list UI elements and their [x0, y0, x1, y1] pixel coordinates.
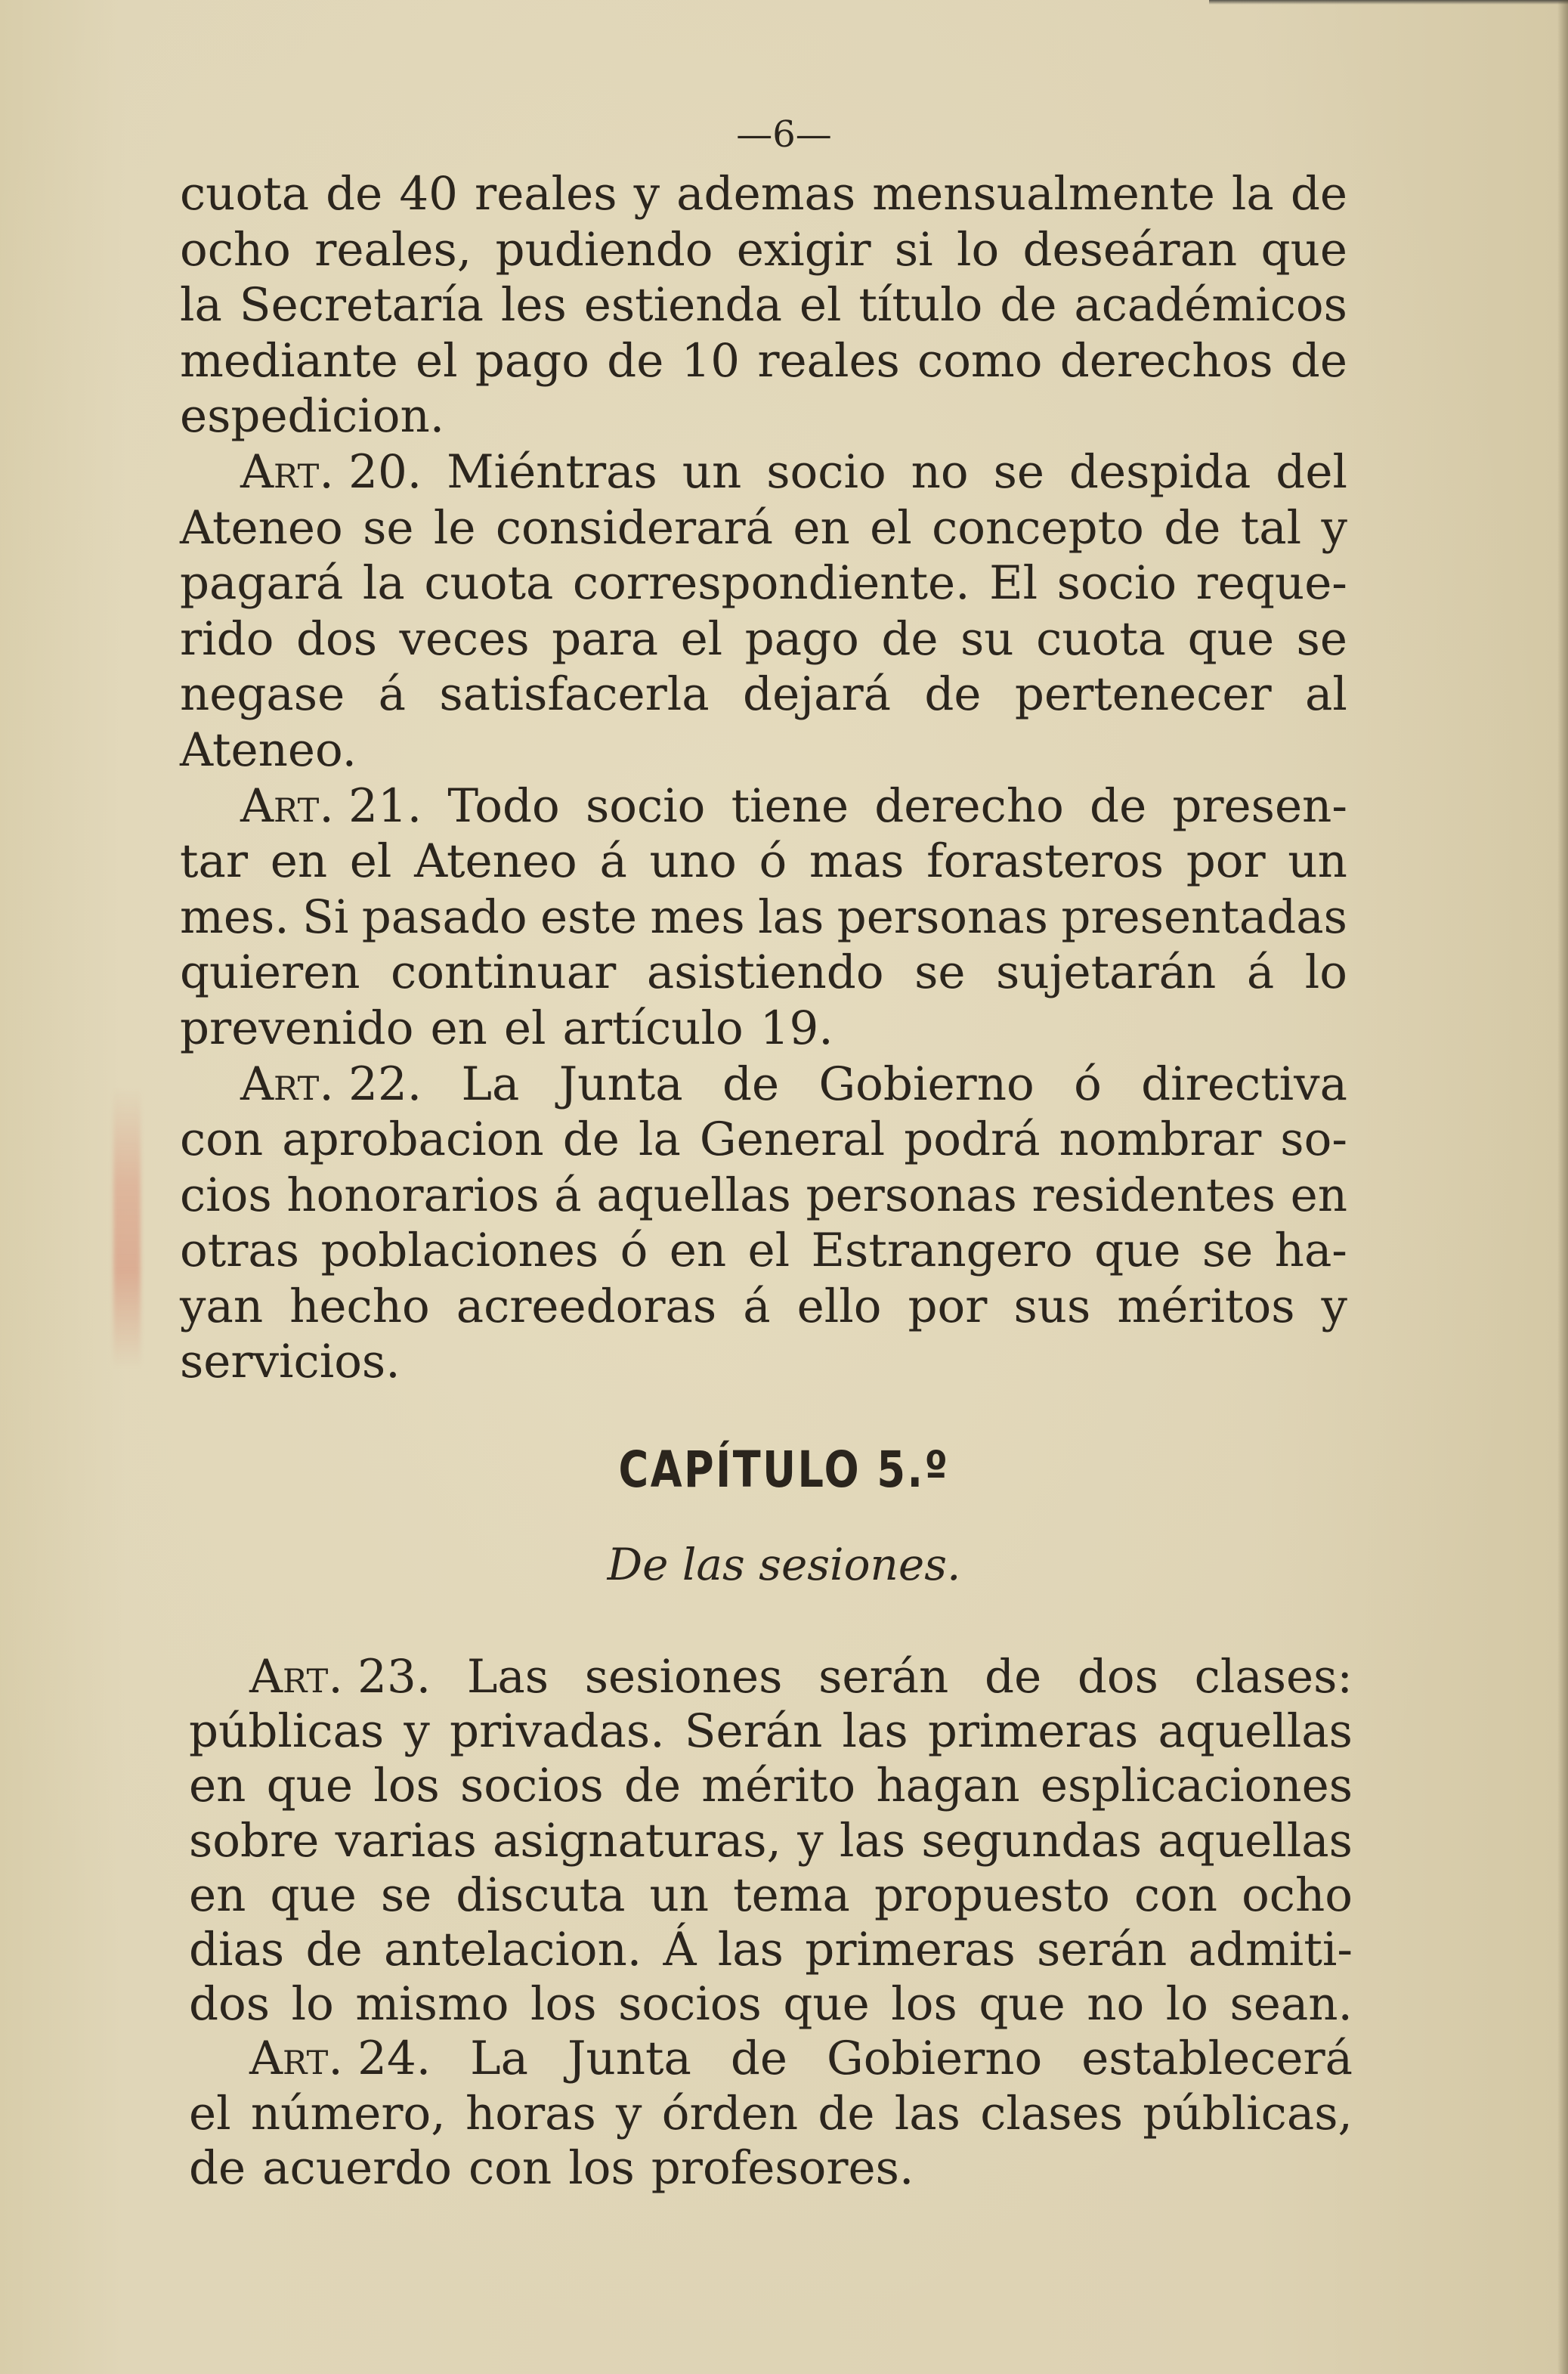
word: le — [433, 500, 476, 555]
word: estienda — [583, 278, 782, 333]
word: mismo — [355, 1977, 509, 2032]
word: Á — [663, 1922, 697, 1976]
word: un — [682, 444, 742, 499]
word: el — [415, 333, 458, 388]
word: tiene — [731, 778, 849, 833]
word: personas — [837, 890, 1048, 944]
word: y — [616, 2086, 642, 2140]
word: General — [699, 1113, 886, 1167]
word: serán — [1037, 1922, 1167, 1976]
word: propuesto — [874, 1868, 1110, 1922]
word: derecho — [874, 778, 1064, 833]
word: que — [266, 1759, 354, 1813]
word: Secretaría — [239, 278, 484, 333]
text-line — [189, 2032, 1353, 2086]
word: título — [858, 278, 983, 333]
word: La — [461, 1057, 520, 1111]
word: pago — [475, 333, 589, 388]
word: las — [717, 1922, 784, 1976]
word: las — [894, 2086, 960, 2140]
word: establecerá — [1081, 2032, 1353, 2086]
word: ó — [620, 1224, 648, 1278]
word: correspondiente. — [572, 556, 970, 611]
word: continuar — [391, 946, 617, 1000]
word: los — [891, 1977, 957, 2032]
text-line — [180, 1112, 1347, 1168]
word: 19. — [759, 1001, 833, 1055]
word: de — [623, 1759, 682, 1813]
word: tal — [1240, 500, 1302, 555]
word: yan — [180, 1279, 264, 1333]
text-line — [180, 834, 1347, 890]
article-label: Art. 22. — [240, 1057, 422, 1111]
word: pasado — [361, 890, 527, 944]
word: públicas — [189, 1704, 385, 1759]
word: sus — [1013, 1279, 1091, 1333]
word: satisfacerla — [439, 667, 710, 722]
word: exigir — [736, 222, 871, 277]
word: prevenido — [180, 1001, 414, 1055]
word: otras — [180, 1224, 300, 1278]
word: honorarios — [286, 1168, 540, 1222]
word: socio — [585, 778, 706, 833]
text-line — [189, 1650, 1353, 1704]
word: varias — [335, 1813, 477, 1868]
word: se — [993, 444, 1044, 499]
word: con — [180, 1113, 264, 1167]
word: de — [1290, 333, 1347, 388]
word: dos — [189, 1977, 271, 2032]
word: pago — [744, 611, 859, 666]
word: reales — [757, 333, 900, 388]
word: que — [1260, 222, 1347, 277]
word: dejará — [743, 667, 891, 722]
word: al — [1305, 667, 1347, 722]
word: primeras — [927, 1704, 1139, 1759]
text-line — [180, 1223, 1347, 1279]
word: este — [540, 890, 638, 944]
word: las — [842, 1704, 908, 1759]
word: de — [1290, 167, 1347, 221]
word: dos — [1077, 1650, 1158, 1704]
text-line — [180, 166, 1347, 222]
word: directiva — [1141, 1057, 1347, 1111]
word: su — [960, 611, 1014, 666]
text-line — [189, 2141, 1353, 2196]
word: las — [758, 890, 824, 944]
word: socio — [766, 444, 886, 499]
article-label: Art. 20. — [240, 444, 422, 499]
word: cios — [180, 1168, 272, 1222]
word: reque- — [1195, 556, 1347, 611]
word: pertenecer — [1014, 667, 1272, 722]
word: á — [1246, 946, 1275, 1000]
text-block-articles-23-24 — [189, 1650, 1353, 2196]
word: Junta — [567, 2032, 691, 2086]
word: antelacion. — [383, 1922, 642, 1976]
word: pagará — [180, 556, 344, 611]
text-line — [180, 1279, 1347, 1335]
word: despida — [1069, 444, 1251, 499]
word: ó — [759, 834, 787, 889]
word: que — [979, 1977, 1065, 2032]
word: de — [326, 167, 383, 221]
word: sean. — [1229, 1977, 1353, 2032]
word: de — [818, 2086, 875, 2140]
word: horas — [465, 2086, 596, 2140]
word: quieren — [180, 946, 360, 1000]
text-line — [180, 1057, 1347, 1113]
word: Las — [466, 1650, 549, 1704]
word: á — [554, 1168, 582, 1222]
word: admiti- — [1188, 1922, 1353, 1976]
word: la — [1231, 167, 1274, 221]
word: no — [911, 444, 969, 499]
word: aquellas — [1158, 1813, 1353, 1868]
word: de — [1000, 278, 1057, 333]
page-top-edge-shadow — [1209, 0, 1568, 5]
word: concepto — [932, 500, 1144, 555]
text-line — [189, 1759, 1353, 1813]
word: artículo — [562, 1001, 744, 1055]
word: de — [1164, 500, 1221, 555]
word: asignaturas, — [493, 1813, 781, 1868]
word: discuta — [456, 1868, 626, 1922]
word: se — [380, 1868, 432, 1922]
word: que — [1094, 1224, 1181, 1278]
word: por — [908, 1279, 988, 1333]
word: Si — [302, 890, 349, 944]
word: lo — [1165, 1977, 1208, 2032]
word: de — [730, 2032, 788, 2086]
word: el — [349, 834, 392, 889]
text-line — [189, 1814, 1353, 1868]
page-number: —6— — [736, 113, 832, 156]
word: tema — [733, 1868, 850, 1922]
word: acuerdo — [262, 2140, 453, 2195]
word: segundas — [921, 1813, 1143, 1868]
word: los — [530, 1977, 597, 2032]
word: Serán — [684, 1704, 823, 1759]
word: el — [799, 278, 842, 333]
word: lo — [956, 222, 1000, 277]
word: ello — [796, 1279, 882, 1333]
word: presentadas — [1061, 890, 1347, 944]
text-line — [180, 1001, 1347, 1057]
word: del — [1276, 444, 1347, 499]
word: Ateneo — [414, 834, 577, 889]
page-right-edge-shadow — [1557, 0, 1568, 2374]
text-line — [189, 1704, 1353, 1759]
word: los — [568, 2140, 635, 2195]
word: el — [503, 1001, 546, 1055]
word: 40 — [399, 167, 458, 221]
word: sesiones — [584, 1650, 783, 1704]
word: en — [189, 1759, 246, 1813]
word: á — [743, 1279, 771, 1333]
word: ademas — [676, 167, 856, 221]
word: con — [1133, 1868, 1218, 1922]
word: número, — [250, 2086, 446, 2140]
text-line — [189, 2087, 1353, 2141]
word: negase — [180, 667, 345, 722]
word: la — [180, 278, 222, 333]
word: poblaciones — [320, 1224, 599, 1278]
text-line — [180, 500, 1347, 556]
word: acreedoras — [456, 1279, 717, 1333]
word: tar — [180, 834, 249, 889]
word: que — [270, 1868, 357, 1922]
word: públicas, — [1143, 2086, 1353, 2140]
word: el — [747, 1224, 790, 1278]
word: pudiendo — [495, 222, 713, 277]
word: á — [599, 834, 627, 889]
word: dos — [295, 611, 378, 666]
text-block-articles-19-22 — [180, 166, 1347, 1390]
word: reales, — [314, 222, 472, 277]
word: el — [680, 611, 723, 666]
text-line — [189, 1977, 1353, 2032]
word: considerará — [495, 500, 774, 555]
word: clases — [980, 2086, 1123, 2140]
chapter-heading: CAPÍTULO 5.º — [618, 1441, 950, 1499]
word: de — [607, 333, 664, 388]
word: cuota — [180, 167, 310, 221]
text-line — [180, 890, 1347, 946]
word: órden — [661, 2086, 799, 2140]
article-label: Art. 21. — [240, 778, 422, 833]
word: espedicion. — [180, 389, 445, 444]
word: de — [189, 2140, 246, 2195]
text-line — [180, 388, 1347, 444]
text-line — [189, 1868, 1353, 1923]
text-line — [180, 667, 1347, 723]
word: Gobierno — [818, 1057, 1035, 1111]
word: aquellas — [596, 1168, 791, 1222]
word: de — [305, 1922, 363, 1976]
word: 10 — [681, 333, 741, 388]
text-line — [180, 1168, 1347, 1224]
word: socios — [618, 1977, 762, 2032]
word: méritos — [1117, 1279, 1295, 1333]
word: aprobacion — [282, 1113, 544, 1167]
word: hagan — [876, 1759, 1020, 1813]
word: los — [373, 1759, 440, 1813]
word: reales — [475, 167, 617, 221]
chapter-subheading: De las sesiones. — [607, 1539, 961, 1590]
word: un — [649, 1868, 710, 1922]
text-line — [180, 333, 1347, 389]
word: clases: — [1194, 1650, 1353, 1704]
word: de — [722, 1057, 780, 1111]
word: nombrar — [1059, 1113, 1262, 1167]
text-line — [180, 556, 1347, 611]
word: hecho — [289, 1279, 430, 1333]
word: la — [638, 1113, 681, 1167]
word: La — [470, 2032, 529, 2086]
word: académicos — [1074, 278, 1347, 333]
word: primeras — [805, 1922, 1016, 1976]
word: mes — [650, 890, 745, 944]
word: Ateneo. — [180, 723, 357, 777]
word: y — [1321, 1279, 1347, 1333]
word: podrá — [904, 1113, 1041, 1167]
word: se — [914, 946, 966, 1000]
word: serán — [818, 1650, 949, 1704]
word: Junta — [558, 1057, 683, 1111]
word: lo — [291, 1977, 334, 2032]
word: ha- — [1274, 1224, 1347, 1278]
word: y — [404, 1704, 430, 1759]
word: de — [1090, 778, 1147, 833]
word: ó — [1074, 1057, 1102, 1111]
word: á — [378, 667, 406, 722]
word: de — [985, 1650, 1042, 1704]
word: ocho — [1242, 1868, 1353, 1922]
word: socio — [1056, 556, 1177, 611]
word: de — [562, 1113, 620, 1167]
word: lo — [1304, 946, 1347, 1000]
article-label: Art. 23. — [249, 1650, 431, 1704]
word: presen- — [1172, 778, 1347, 833]
word: mes. — [180, 890, 289, 944]
word: residentes — [1031, 1168, 1276, 1222]
text-line — [180, 778, 1347, 834]
word: de — [924, 667, 982, 722]
word: personas — [806, 1168, 1017, 1222]
word: Miéntras — [447, 444, 657, 499]
word: sujetarán — [996, 946, 1217, 1000]
word: cuota — [424, 556, 554, 611]
word: Estrangero — [811, 1224, 1073, 1278]
word: un — [1288, 834, 1347, 889]
word: mensualmente — [872, 167, 1215, 221]
word: y — [633, 167, 660, 221]
word: cuota — [1036, 611, 1166, 666]
word: mas — [809, 834, 905, 889]
text-line — [180, 277, 1347, 333]
word: El — [989, 556, 1038, 611]
word: mérito — [701, 1759, 856, 1813]
word: deseáran — [1022, 222, 1238, 277]
word: mediante — [180, 333, 398, 388]
word: Gobierno — [827, 2032, 1043, 2086]
word: uno — [649, 834, 737, 889]
word: dias — [189, 1922, 285, 1976]
word: las — [839, 1813, 906, 1868]
word: en — [430, 1001, 487, 1055]
word: en — [270, 834, 328, 889]
word: el — [870, 500, 912, 555]
word: veces — [399, 611, 530, 666]
word: para — [552, 611, 659, 666]
word: derechos — [1059, 333, 1273, 388]
word: en — [669, 1224, 727, 1278]
word: les — [500, 278, 567, 333]
text-line — [180, 1334, 1347, 1390]
word: profesores. — [651, 2140, 914, 2195]
word: esplicaciones — [1040, 1759, 1353, 1813]
article-label: Art. 24. — [249, 2032, 431, 2086]
text-line — [180, 611, 1347, 667]
word: si — [894, 222, 933, 277]
word: se — [1202, 1224, 1254, 1278]
word: sobre — [189, 1813, 320, 1868]
word: en — [793, 500, 850, 555]
text-line — [180, 723, 1347, 778]
word: Todo — [447, 778, 560, 833]
word: que — [1187, 611, 1275, 666]
word: como — [917, 333, 1043, 388]
word: aquellas — [1158, 1704, 1353, 1759]
word: el — [189, 2086, 231, 2140]
text-line — [180, 945, 1347, 1001]
word: socios — [459, 1759, 604, 1813]
word: forasteros — [926, 834, 1164, 889]
text-line — [189, 1923, 1353, 1977]
word: con — [469, 2140, 552, 2195]
word: en — [189, 1868, 246, 1922]
text-line — [180, 444, 1347, 500]
word: que — [783, 1977, 870, 2032]
word: se — [1296, 611, 1347, 666]
word: por — [1186, 834, 1266, 889]
word: servicios. — [180, 1335, 401, 1389]
word: y — [1321, 500, 1347, 555]
word: so- — [1280, 1113, 1347, 1167]
word: no — [1087, 1977, 1145, 2032]
word: y — [797, 1813, 824, 1868]
word: privadas. — [449, 1704, 665, 1759]
word: asistiendo — [646, 946, 884, 1000]
word: rido — [180, 611, 274, 666]
word: la — [362, 556, 405, 611]
word: se — [363, 500, 414, 555]
word: ocho — [180, 222, 291, 277]
text-line — [180, 222, 1347, 278]
margin-stain — [113, 1088, 141, 1368]
word: en — [1290, 1168, 1347, 1222]
word: Ateneo — [180, 500, 343, 555]
word: de — [881, 611, 939, 666]
